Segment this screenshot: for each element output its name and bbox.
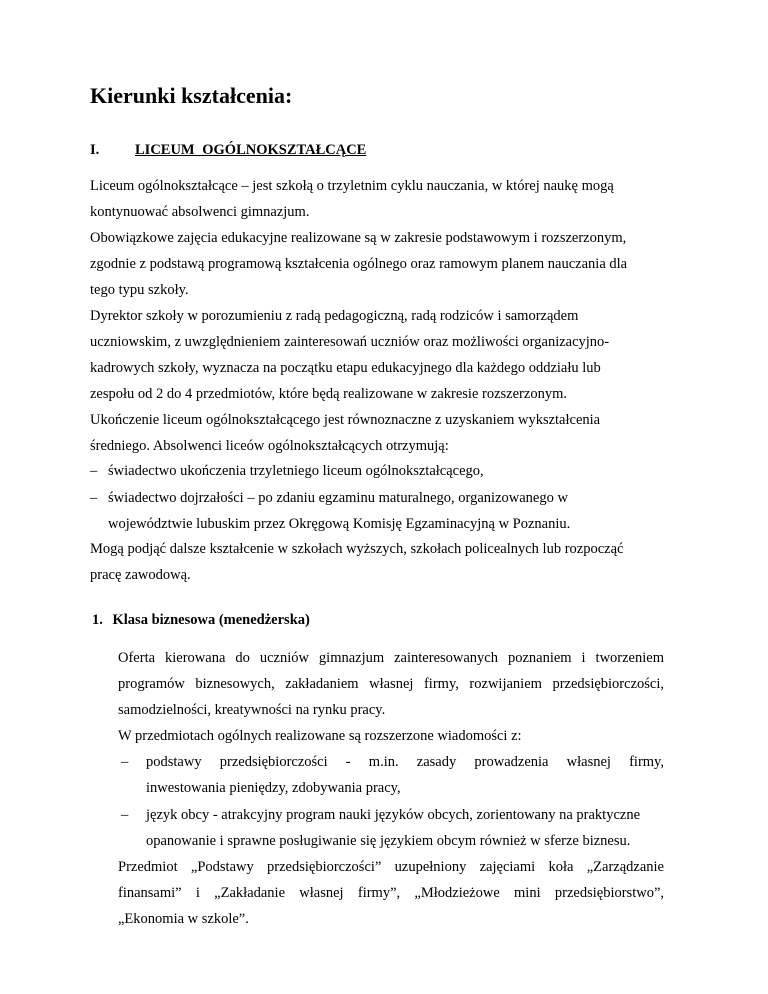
text-line: kontynuować absolwenci gimnazjum. (90, 204, 310, 220)
text-line: pracę zawodową. (90, 567, 191, 583)
text-line: zespołu od 2 do 4 przedmiotów, które będą realizowane w zakresie rozszerzonym. (90, 386, 567, 402)
text-line: programów biznesowych, zakładaniem własnej firmy, rozwijaniem przedsiębiorczości, (118, 676, 664, 692)
section-title: LICEUM OGÓLNOKSZTAŁCĄCE (135, 142, 367, 158)
subsection-heading (92, 610, 310, 630)
subsection-title: Klasa biznesowa (menedżerska) (112, 612, 310, 628)
text-line: tego typu szkoły. (90, 282, 189, 298)
text-line: Dyrektor szkoły w porozumieniu z radą pedagogiczną, radą rodziców i samorządem (90, 308, 579, 324)
list-item-continuation: opanowanie i sprawne posługiwanie się językiem obcym również w sferze biznesu. (146, 833, 631, 849)
text-line: uczniowskim, z uwzględnieniem zainteresowań uczniów oraz możliwości organizacyjno- (90, 334, 610, 350)
text-line: samodzielności, kreatywności na rynku pracy. (118, 702, 386, 718)
text-line: Liceum ogólnokształcące – jest szkołą o trzyletnim cyklu nauczania, w której naukę mogą (90, 178, 614, 194)
text-line: W przedmiotach ogólnych realizowane są rozszerzone wiadomości z: (118, 728, 522, 744)
text-line: finansami” i „Zakładanie własnej firmy”, „Młodzieżowe mini przedsiębiorstwo”, (118, 885, 664, 901)
text-line: zgodnie z podstawą programową kształcenia ogólnego oraz ramowym planem nauczania dla (90, 256, 628, 272)
list-item: język obcy - atrakcyjny program nauki języków obcych, zorientowany na praktyczne (146, 807, 641, 823)
list-item-continuation: województwie lubuskim przez Okręgową Komisję Egzaminacyjną w Poznaniu. (108, 516, 571, 532)
text-line: „Ekonomia w szkole”. (118, 911, 249, 927)
text-line: Przedmiot „Podstawy przedsiębiorczości” uzupełniony zajęciami koła „Zarządzanie (118, 859, 664, 875)
text-line: Obowiązkowe zajęcia edukacyjne realizowane są w zakresie podstawowym i rozszerzonym, (90, 230, 627, 246)
text-line: Mogą podjąć dalsze kształcenie w szkołach wyższych, szkołach policealnych lub rozpocząć (90, 541, 624, 557)
text-line: kadrowych szkoły, wyznacza na początku etapu edukacyjnego dla każdego oddziału lub (90, 360, 601, 376)
text-line: Ukończenie liceum ogólnokształcącego jest równoznaczne z uzyskaniem wykształcenia (90, 412, 601, 428)
section-number: I. (90, 142, 100, 158)
list-item: podstawy przedsiębiorczości - m.in. zasady prowadzenia własnej firmy, (146, 754, 664, 770)
list-item: świadectwo dojrzałości – po zdaniu egzaminu maturalnego, organizowanego w (108, 490, 568, 506)
list-bullet: – (90, 490, 98, 506)
subsection-number: 1. (92, 612, 103, 628)
text-line: Oferta kierowana do uczniów gimnazjum zainteresowanych poznaniem i tworzeniem (118, 650, 664, 666)
list-item-continuation: inwestowania pieniędzy, zdobywania pracy, (146, 780, 401, 796)
list-item: świadectwo ukończenia trzyletniego liceum ogólnokształcącego, (108, 463, 484, 479)
text-line: średniego. Absolwenci liceów ogólnokształcących otrzymują: (90, 438, 449, 454)
list-bullet: – (121, 754, 129, 770)
document-title: Kierunki kształcenia: (90, 83, 293, 108)
list-bullet: – (90, 463, 98, 479)
list-bullet: – (121, 807, 129, 823)
